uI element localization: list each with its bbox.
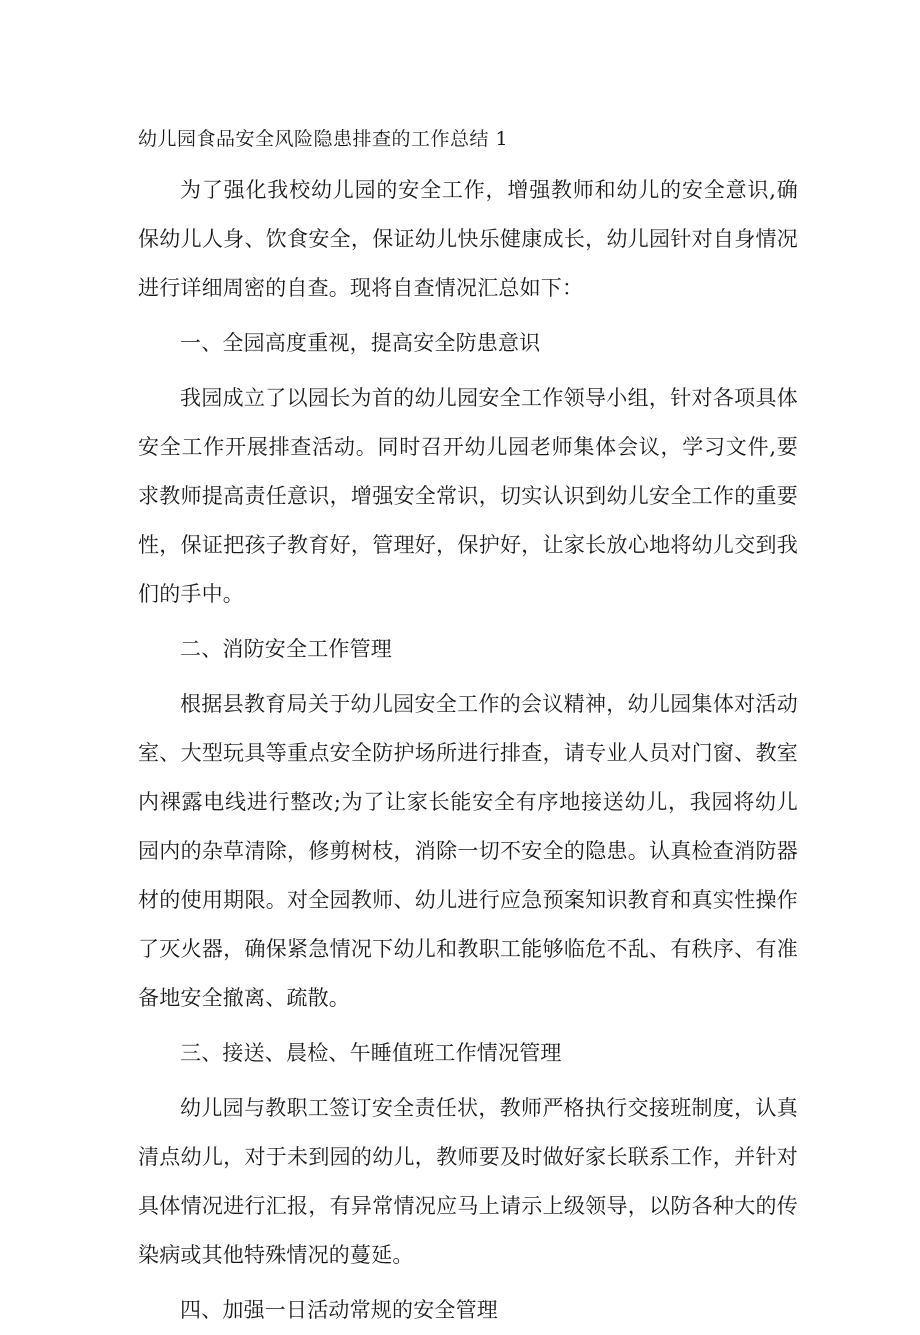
section-heading-3: 三、接送、晨检、午睡值班工作情况管理 [180, 1041, 562, 1065]
document-title: 幼儿园食品安全风险隐患排查的工作总结 1 [138, 128, 509, 150]
paragraph-intro: 为了强化我校幼儿园的安全工作，增强教师和幼儿的安全意识,确保幼儿人身、饮食安全，保证幼儿快乐健康成长，幼儿园针对自身情况进行详细周密的自查。现将自查情况汇总如下： [138, 178, 798, 300]
section-heading-1: 一、全园高度重视，提高安全防患意识 [180, 331, 541, 355]
document-body [138, 166, 798, 1335]
section-heading-2: 二、消防安全工作管理 [180, 637, 392, 661]
paragraph-section-2: 根据县教育局关于幼儿园安全工作的会议精神，幼儿园集体对活动室、大型玩具等重点安全防护场所进行排查，请专业人员对门窗、教室内裸露电线进行整改;为了让家长能安全有序地接送幼儿，我园将幼儿园内的杂草清除，修剪树枝，消除一切不安全的隐患。认真检查消防器材的使用期限。对全园教师、幼儿进行应急预案知识教育和真实性操作了灭火器，确保紧急情况下幼儿和教职工能够临危不乱、有秩序、有准备地安全撤离、疏散。 [138, 692, 798, 1010]
paragraph-section-1: 我园成立了以园长为首的幼儿园安全工作领导小组，针对各项具体安全工作开展排查活动。同时召开幼儿园老师集体会议，学习文件,要求教师提高责任意识，增强安全常识，切实认识到幼儿安全工作的重要性，保证把孩子教育好，管理好，保护好，让家长放心地将幼儿交到我们的手中。 [138, 386, 798, 606]
section-heading-4: 四、加强一日活动常规的安全管理 [180, 1298, 498, 1322]
paragraph-section-3: 幼儿园与教职工签订安全责任状，教师严格执行交接班制度，认真清点幼儿，对于未到园的幼儿，教师要及时做好家长联系工作，并针对具体情况进行汇报，有异常情况应马上请示上级领导，以防各种大的传染病或其他特殊情况的蔓延。 [138, 1096, 798, 1267]
